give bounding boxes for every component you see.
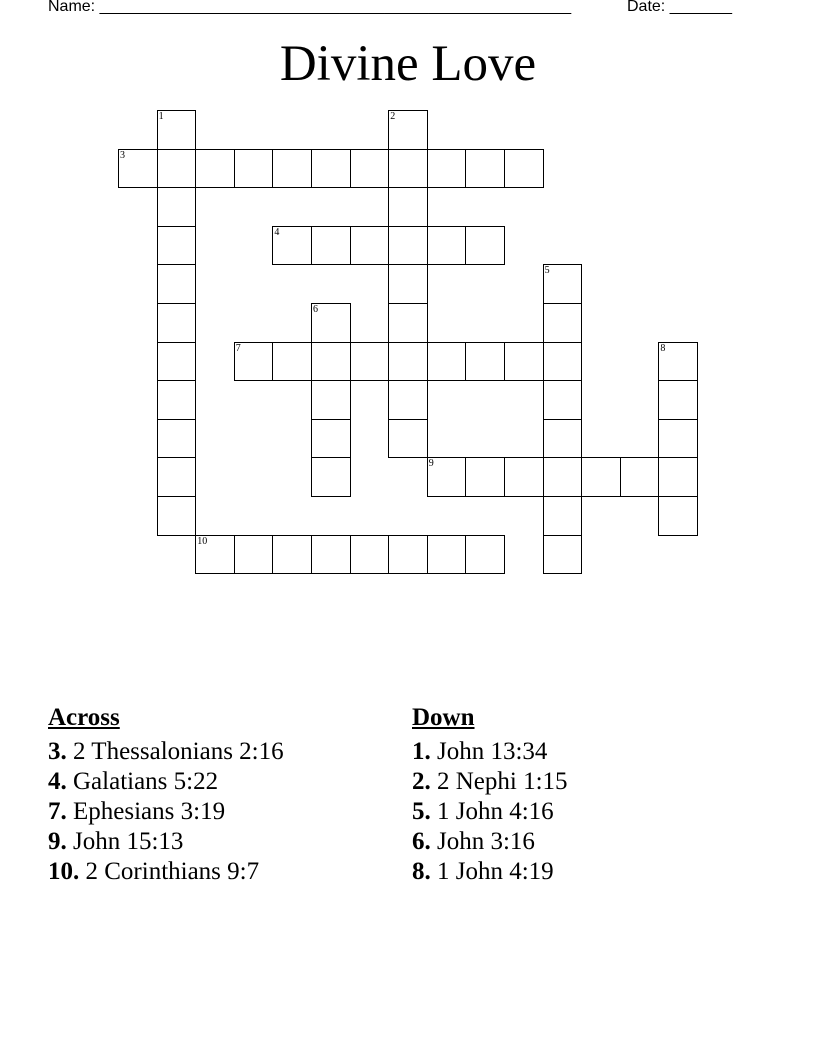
grid-cell[interactable] <box>427 226 467 266</box>
grid-cell[interactable] <box>388 303 428 343</box>
grid-cell[interactable] <box>234 149 274 189</box>
grid-cell[interactable] <box>157 264 197 304</box>
cell-number: 1 <box>158 111 164 122</box>
down-clue <box>412 857 568 887</box>
grid-cell[interactable] <box>465 226 505 266</box>
cell-number: 10 <box>197 535 208 547</box>
across-clue <box>48 767 284 797</box>
grid-cell[interactable] <box>157 226 197 266</box>
clue-number: 10. <box>48 858 80 885</box>
grid-cell[interactable] <box>350 226 390 266</box>
down-clues <box>412 703 568 887</box>
grid-cell[interactable] <box>311 419 351 459</box>
clue-text: John 13:34 <box>437 738 548 765</box>
grid-cell[interactable] <box>620 457 660 497</box>
grid-cell[interactable] <box>543 535 583 575</box>
grid-cell[interactable] <box>157 496 197 536</box>
grid-cell[interactable] <box>543 303 583 343</box>
clue-number: 9. <box>48 828 67 855</box>
grid-cell[interactable] <box>465 535 505 575</box>
grid-cell[interactable] <box>157 110 197 150</box>
grid-cell[interactable] <box>543 264 583 304</box>
grid-cell[interactable] <box>388 535 428 575</box>
grid-cell[interactable] <box>311 342 351 382</box>
grid-cell[interactable] <box>427 535 467 575</box>
grid-cell[interactable] <box>658 496 698 536</box>
grid-cell[interactable] <box>543 496 583 536</box>
grid-cell[interactable] <box>157 457 197 497</box>
grid-cell[interactable] <box>311 457 351 497</box>
clue-text: John 3:16 <box>437 828 535 855</box>
grid-cell[interactable] <box>272 226 312 266</box>
clue-number: 2. <box>412 768 431 795</box>
grid-cell[interactable] <box>388 264 428 304</box>
grid-cell[interactable] <box>234 342 274 382</box>
grid-cell[interactable] <box>427 457 467 497</box>
grid-cell[interactable] <box>157 419 197 459</box>
cell-number: 5 <box>544 265 550 277</box>
grid-cell[interactable] <box>465 342 505 382</box>
clue-number: 4. <box>48 768 67 795</box>
cell-number: 6 <box>313 304 318 315</box>
grid-cell[interactable] <box>157 342 197 382</box>
grid-cell[interactable] <box>350 535 390 575</box>
grid-cell[interactable] <box>118 149 158 189</box>
grid-cell[interactable] <box>272 535 312 575</box>
across-clue <box>48 827 284 857</box>
grid-cell[interactable] <box>311 535 351 575</box>
grid-cell[interactable] <box>658 342 698 382</box>
clue-number: 8. <box>412 858 431 885</box>
clue-number: 3. <box>48 738 67 765</box>
down-clue <box>412 767 568 797</box>
grid-cell[interactable] <box>504 457 544 497</box>
clue-number: 6. <box>412 828 431 855</box>
grid-cell[interactable] <box>504 342 544 382</box>
grid-cell[interactable] <box>157 380 197 420</box>
cell-number: 3 <box>120 149 125 161</box>
across-clue <box>48 797 284 827</box>
grid-cell[interactable] <box>195 535 235 575</box>
cell-number: 9 <box>428 458 434 470</box>
clue-text: 2 Corinthians 9:7 <box>85 858 260 885</box>
grid-cell[interactable] <box>543 342 583 382</box>
grid-cell[interactable] <box>581 457 621 497</box>
clue-text: Galatians 5:22 <box>73 768 219 795</box>
name-field-label: Name: _____________________________________________________ <box>48 0 572 15</box>
down-clue <box>412 737 568 767</box>
cell-number: 4 <box>274 226 280 238</box>
grid-cell[interactable] <box>311 149 351 189</box>
grid-cell[interactable] <box>272 342 312 382</box>
clue-text: 2 Thessalonians 2:16 <box>73 738 284 765</box>
down-heading: Down <box>412 704 475 731</box>
across-clue <box>48 737 284 767</box>
cell-number: 8 <box>660 342 666 354</box>
grid-cell[interactable] <box>311 303 351 343</box>
cell-number: 2 <box>390 111 396 122</box>
across-clues <box>48 703 284 887</box>
grid-cell[interactable] <box>465 457 505 497</box>
grid-cell[interactable] <box>195 149 235 189</box>
grid-cell[interactable] <box>388 419 428 459</box>
date-field-label: Date: _______ <box>627 0 732 15</box>
clue-text: 2 Nephi 1:15 <box>437 768 568 795</box>
grid-cell[interactable] <box>311 380 351 420</box>
clue-number: 5. <box>412 798 431 825</box>
grid-cell[interactable] <box>504 149 544 189</box>
clue-text: John 15:13 <box>73 828 184 855</box>
puzzle-title: Divine Love <box>279 36 537 92</box>
clue-text: 1 John 4:19 <box>437 858 554 885</box>
grid-cell[interactable] <box>388 149 428 189</box>
grid-cell[interactable] <box>311 226 351 266</box>
grid-cell[interactable] <box>465 149 505 189</box>
grid-cell[interactable] <box>543 457 583 497</box>
grid-cell[interactable] <box>543 380 583 420</box>
grid-cell[interactable] <box>388 342 428 382</box>
grid-cell[interactable] <box>658 380 698 420</box>
cell-number: 7 <box>235 342 241 354</box>
clue-number: 7. <box>48 798 67 825</box>
grid-cell[interactable] <box>388 187 428 227</box>
grid-cell[interactable] <box>350 149 390 189</box>
down-clue <box>412 797 568 827</box>
grid-cell[interactable] <box>388 226 428 266</box>
grid-cell[interactable] <box>350 342 390 382</box>
grid-cell[interactable] <box>658 419 698 459</box>
grid-cell[interactable] <box>427 342 467 382</box>
down-clue <box>412 827 568 857</box>
across-heading: Across <box>48 704 120 731</box>
grid-cell[interactable] <box>234 535 274 575</box>
grid-cell[interactable] <box>388 110 428 150</box>
grid-cell[interactable] <box>157 149 197 189</box>
clue-text: Ephesians 3:19 <box>73 798 226 825</box>
clue-number: 1. <box>412 738 431 765</box>
grid-cell[interactable] <box>388 380 428 420</box>
grid-cell[interactable] <box>157 303 197 343</box>
grid-cell[interactable] <box>157 187 197 227</box>
grid-cell[interactable] <box>427 149 467 189</box>
grid-cell[interactable] <box>658 457 698 497</box>
grid-cell[interactable] <box>543 419 583 459</box>
grid-cell[interactable] <box>272 149 312 189</box>
clue-text: 1 John 4:16 <box>437 798 554 825</box>
across-clue <box>48 857 284 887</box>
